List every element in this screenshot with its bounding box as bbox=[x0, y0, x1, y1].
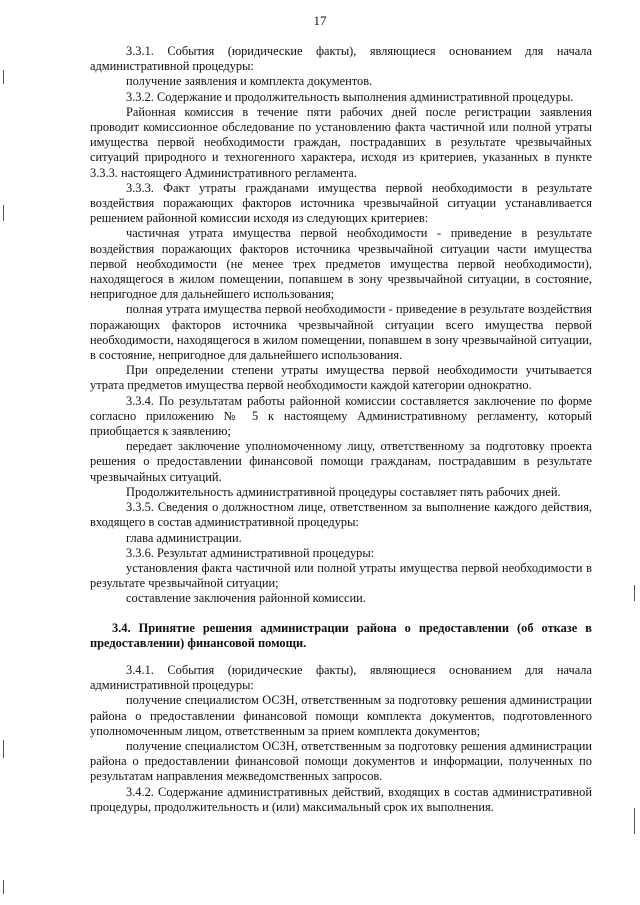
paragraph: передает заключение уполномоченному лицу, ответственному за подготовку проекта решения о предоставлении финансовой помощи гражданам, пострадавшим в результате чрезвычайных ситуаций. bbox=[90, 439, 592, 484]
scan-mark bbox=[3, 70, 4, 84]
scan-mark bbox=[3, 205, 4, 221]
page-number: 17 bbox=[313, 13, 327, 28]
paragraph: 3.4.1. События (юридические факты), являющиеся основанием для начала административной процедуры: bbox=[90, 662, 592, 693]
paragraph: полная утрата имущества первой необходимости - приведение в результате воздействия поражающих факторов источника чрезвычайной ситуации всего имущества первой необходимости, находящегося в жилом помещении, попавшем в зону чрезвычайной ситуации, в состояние, непригодное для дальнейшего использования. bbox=[90, 302, 592, 363]
paragraph: глава администрации. bbox=[126, 530, 242, 545]
paragraph: получение заявления и комплекта документов. bbox=[126, 74, 373, 89]
paragraph: получение специалистом ОСЗН, ответственным за подготовку решения администрации района о предоставлении финансовой помощи комплекта документов, подготовленного уполномоченным лицом, ответственным за прием комплекта документов; bbox=[90, 693, 592, 738]
section-heading: 3.4. Принятие решения администрации района о предоставлении (об отказе в предоставлении) финансовой помощи. bbox=[90, 620, 592, 650]
paragraph: установления факта частичной или полной утраты имущества первой необходимости в результате чрезвычайной ситуации; bbox=[90, 560, 592, 591]
paragraph: 3.3.4. По результатам работы районной комиссии составляется заключение по форме согласно приложению № 5 к настоящему Административному регламенту, который приобщается к заявлению; bbox=[90, 393, 592, 439]
scan-mark bbox=[634, 585, 635, 601]
scan-mark bbox=[634, 808, 635, 834]
paragraph: Районная комиссия в течение пяти рабочих дней после регистрации заявления проводит комиссионное обследование по установлению факта частичной или полной утраты имущества первой необходимости граждан, пострадавших в результате чрезвычайных ситуаций природного и техногенного характера, исходя из критериев, указанных в пункте 3.3.3. настоящего Административного регламента. bbox=[90, 104, 592, 180]
paragraph: 3.3.2. Содержание и продолжительность выполнения административной процедуры. bbox=[126, 89, 574, 104]
paragraph: 3.3.3. Факт утраты гражданами имущества первой необходимости в результате воздействия поражающих факторов источника чрезвычайной ситуации устанавливается решением районной комиссии исходя из следующих критериев: bbox=[90, 180, 592, 226]
paragraph: При определении степени утраты имущества первой необходимости учитывается утрата предметов имущества первой необходимости каждой категории однократно. bbox=[90, 363, 592, 393]
scan-mark bbox=[3, 880, 4, 894]
scan-mark bbox=[3, 740, 4, 758]
paragraph: 3.4.2. Содержание административных действий, входящих в состав административной процедуры, продолжительность и (или) максимальный срок их выполнения. bbox=[90, 784, 592, 814]
paragraph: получение специалистом ОСЗН, ответственным за подготовку решения администрации района о предоставлении финансовой помощи документов и информации, полученных по результатам направления межведомственных запросов. bbox=[90, 738, 592, 784]
paragraph: 3.3.1. События (юридические факты), являющиеся основанием для начала административной процедуры: bbox=[90, 44, 592, 74]
paragraph: 3.3.5. Сведения о должностном лице, ответственном за выполнение каждого действия, входящего в состав административной процедуры: bbox=[90, 500, 592, 530]
paragraph: 3.3.6. Результат административной процедуры: bbox=[126, 545, 375, 560]
paragraph: частичная утрата имущества первой необходимости - приведение в результате воздействия поражающих факторов источника чрезвычайной ситуации части имущества первой необходимости (не менее трех предметов имущества первой необходимости), находящегося в жилом помещении, попавшем в зону чрезвычайной ситуации, в состояние, непригодное для дальнейшего использования; bbox=[90, 226, 592, 302]
paragraph: Продолжительность административной процедуры составляет пять рабочих дней. bbox=[126, 484, 561, 499]
document-body bbox=[90, 44, 592, 815]
paragraph: составление заключения районной комиссии. bbox=[126, 591, 366, 606]
